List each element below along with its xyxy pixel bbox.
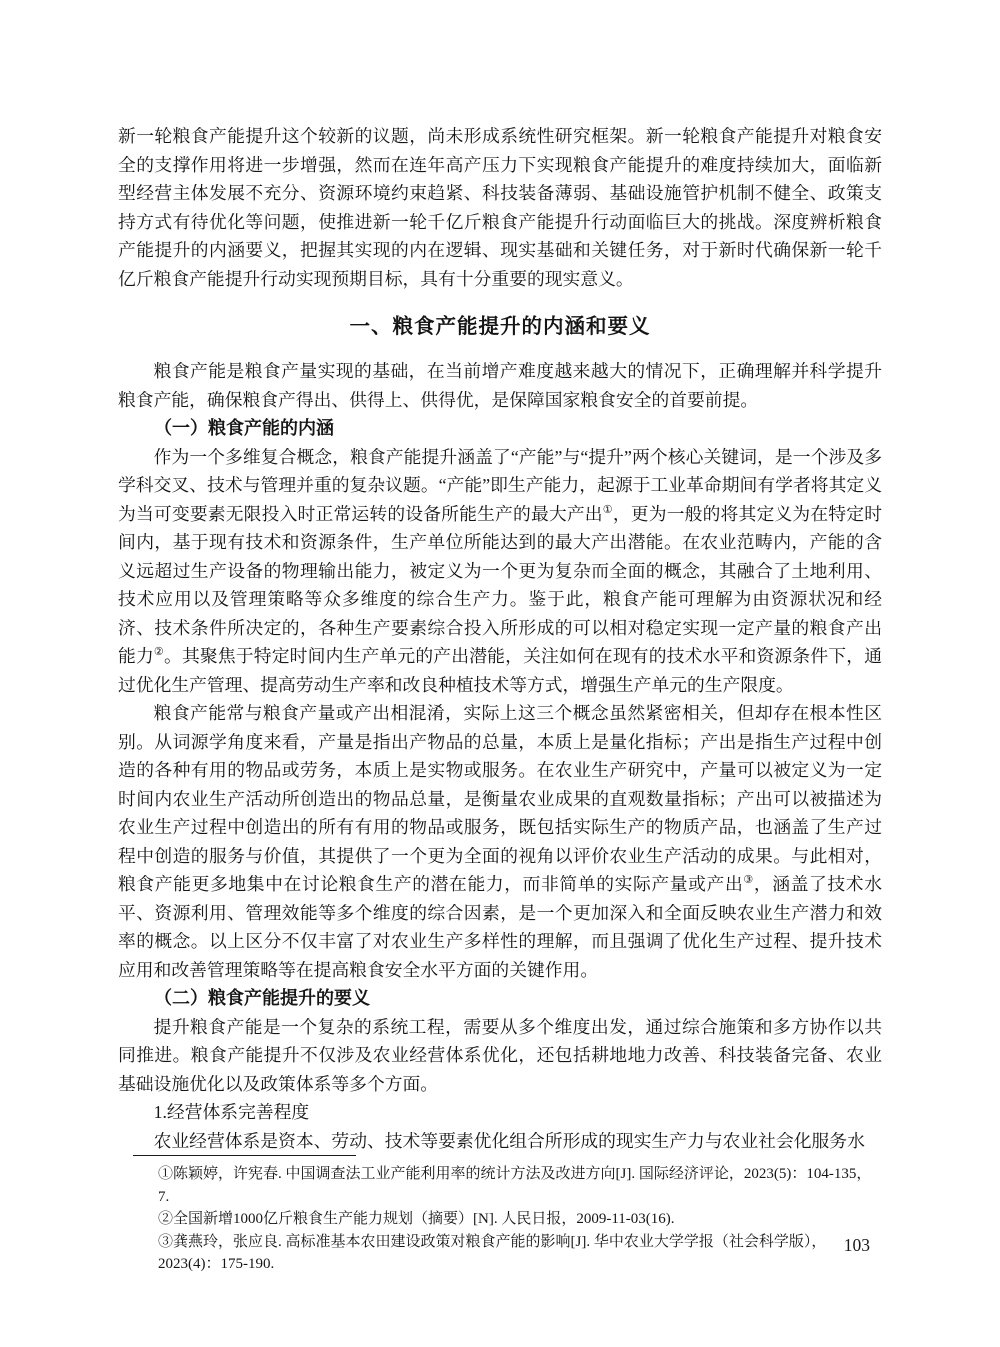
footnote-1: ①陈颖婷，许宪春. 中国调查法工业产能利用率的统计方法及改进方向[J]. 国际经济评论，2023(5)：104-135，7. (158, 1166, 872, 1205)
paragraph-capacity-definition: 作为一个多维复合概念，粮食产能提升涵盖了“产能”与“提升”两个核心关键词，是一个涉及多学科交叉、技术与管理并重的复杂议题。“产能”即生产能力，起源于工业革命期间有学者将其定义为当可变要素无限投入时正常运转的设备所能生产的最大产出①，更为一般的将其定义为在特定时间内，基于现有技术和资源条件，生产单位所能达到的最大产出潜能。在农业范畴内，产能的含义远超过生产设备的物理输出能力，被定义为一个更为复杂而全面的概念，其融合了土地利用、技术应用以及管理策略等众多维度的综合生产力。鉴于此，粮食产能可理解为由资源状况和经济、技术条件所决定的，各种生产要素综合投入所形成的可以相对稳定实现一定产量的粮食产出能力②。其聚焦于特定时间内生产单元的产出潜能，关注如何在现有的技术水平和资源条件下，通过优化生产管理、提高劳动生产率和改良种植技术等方式，增强生产单元的生产限度。 (118, 446, 882, 695)
paragraph-capacity-improvement: 提升粮食产能是一个复杂的系统工程，需要从多个维度出发，通过综合施策和多方协作以共同推进。粮食产能提升不仅涉及农业经营体系优化，还包括耕地地力改善、科技装备完备、农业基础设施优化以及政策体系等多个方面。 (118, 1016, 882, 1094)
footnote-divider (133, 1155, 356, 1156)
continued-paragraph: 新一轮粮食产能提升这个较新的议题，尚未形成系统性研究框架。新一轮粮食产能提升对粮食安全的支撑作用将进一步增强，然而在连年高产压力下实现粮食产能提升的难度持续加大，面临新型经营主体发展不充分、资源环境约束趋紧、科技装备薄弱、基础设施管护机制不健全、政策支持方式有待优化等问题，使推进新一轮千亿斤粮食产能提升行动面临巨大的挑战。深度辨析粮食产能提升的内涵要义，把握其实现的内在逻辑、现实基础和关键任务，对于新时代确保新一轮千亿斤粮食产能提升行动实现预期目标，具有十分重要的现实意义。 (118, 126, 882, 289)
footnote-3: ③龚燕玲，张应良. 高标准基本农田建设政策对粮食产能的影响[J]. 华中农业大学学报（社会科学版），2023(4)：175-190. (158, 1233, 827, 1273)
article-body (118, 122, 882, 1155)
paragraph-operation-system: 农业经营体系是资本、劳动、技术等要素优化组合所形成的现实生产力与农业社会化服务水 (153, 1130, 865, 1151)
section-1-intro-paragraph: 粮食产能是粮食产量实现的基础，在当前增产难度越来越大的情况下，正确理解并科学提升粮食产能，确保粮食产得出、供得上、供得优，是保障国家粮食安全的首要前提。 (118, 361, 882, 410)
point-1-heading: 1.经营体系完善程度 (153, 1102, 310, 1122)
subsection-2-heading: （二）粮食产能提升的要义 (154, 988, 370, 1008)
subsection-1-heading: （一）粮食产能的内涵 (154, 418, 334, 438)
footnote-2: ②全国新增1000亿斤粮食生产能力规划（摘要）[N]. 人民日报，2009-11-03(16). (158, 1211, 675, 1228)
footnotes-block (118, 1155, 882, 1276)
page-number: 103 (843, 1235, 870, 1255)
section-1-heading: 一、粮食产能提升的内涵和要义 (349, 315, 651, 338)
paragraph-capacity-vs-output: 粮食产能常与粮食产量或产出相混淆，实际上这三个概念虽然紧密相关，但却存在根本性区别。从词源学角度来看，产量是指出产物品的总量，本质上是量化指标；产出是指生产过程中创造的各种有用的物品或劳务，本质上是实物或服务。在农业生产研究中，产量可以被定义为一定时间内农业生产活动所创造出的物品总量，是衡量农业成果的直观数量指标；产出可以被描述为农业生产过程中创造出的所有有用的物品或服务，既包括实际生产的物质产品，也涵盖了生产过程中创造的服务与价值，其提供了一个更为全面的视角以评价农业生产活动的成果。与此相对，粮食产能更多地集中在讨论粮食生产的潜在能力，而非简单的实际产量或产出③，涵盖了技术水平、资源利用、管理效能等多个维度的综合因素，是一个更加深入和全面反映农业生产潜力和效率的概念。以上区分不仅丰富了对农业生产多样性的理解，而且强调了优化生产过程、提升技术应用和改善管理策略等在提高粮食安全水平方面的关键作用。 (118, 703, 882, 980)
